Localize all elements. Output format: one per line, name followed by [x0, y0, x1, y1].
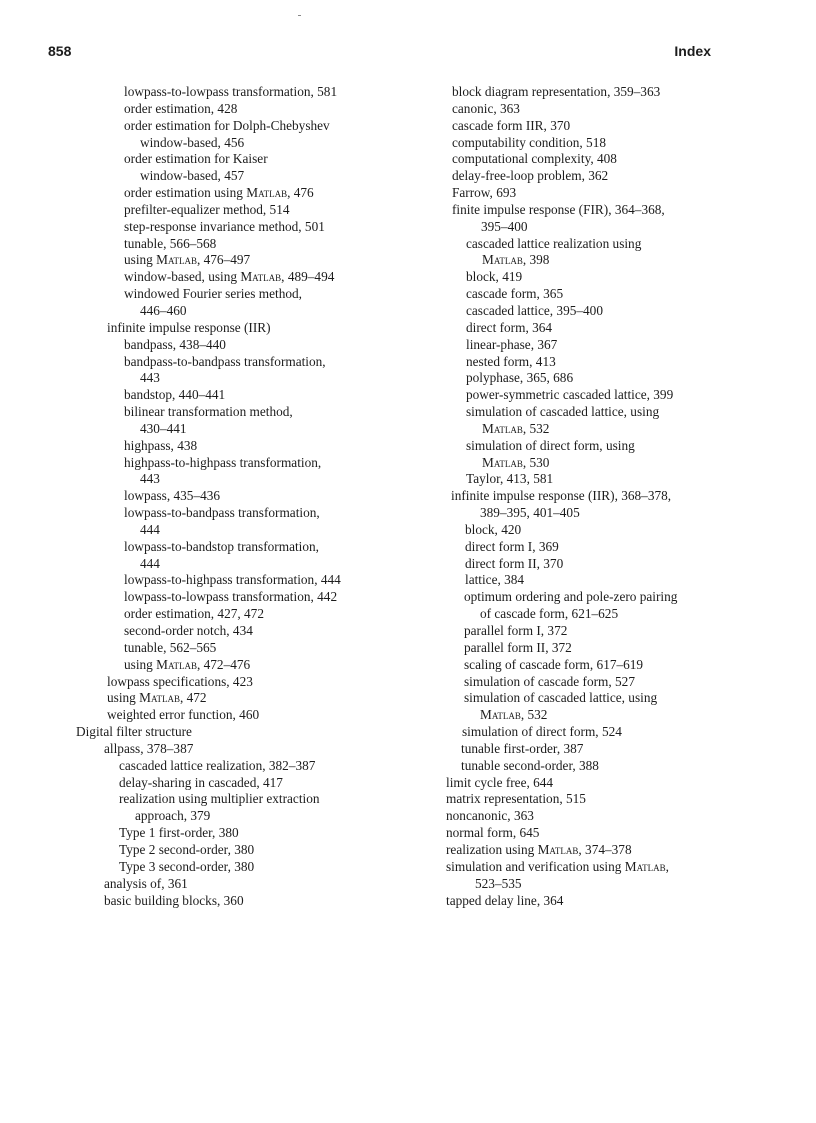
- index-entry: [465, 572, 780, 589]
- index-entry-text: Matlab, 532: [480, 707, 548, 723]
- index-entry: [466, 471, 780, 488]
- index-entry-text: highpass-to-highpass transformation,: [124, 454, 322, 470]
- index-entry-text: polyphase, 365, 686: [466, 370, 574, 386]
- index-entry-text: simulation of cascade form, 527: [464, 673, 635, 689]
- index-entry-text: bandpass-to-bandpass transformation,: [124, 353, 326, 369]
- index-entry-text: direct form II, 370: [465, 555, 564, 571]
- index-entry-text: 444: [140, 521, 160, 537]
- index-entry-text: canonic, 363: [452, 100, 520, 116]
- index-entry-text: of cascade form, 621–625: [480, 606, 619, 622]
- index-entry-text: Farrow, 693: [452, 185, 517, 201]
- index-entry-text: 443: [140, 471, 160, 487]
- index-entry-text: Matlab, 530: [482, 454, 550, 470]
- index-entry-text: optimum ordering and pole-zero pairing: [464, 589, 678, 605]
- index-entry-text: delay-sharing in cascaded, 417: [119, 774, 283, 790]
- index-entry-text: cascaded lattice, 395–400: [466, 302, 603, 318]
- index-entry-text: Taylor, 413, 581: [466, 471, 554, 487]
- index-entry: [452, 168, 780, 185]
- index-entry-text: lattice, 384: [465, 572, 525, 588]
- index-entry-text: direct form I, 369: [465, 538, 559, 554]
- index-entry: [464, 690, 780, 707]
- index-entry: [482, 421, 780, 438]
- index-entry-text: parallel form II, 372: [464, 639, 572, 655]
- index-entry-text: cascaded lattice realization using: [466, 235, 642, 251]
- index-entry: [466, 438, 780, 455]
- index-entry-text: Type 1 first-order, 380: [119, 825, 239, 841]
- index-entry-text: bandpass, 438–440: [124, 336, 226, 352]
- index-entry-text: lowpass-to-bandstop transformation,: [124, 538, 319, 554]
- index-entry-text: tunable, 566–568: [124, 235, 217, 251]
- index-entry: [452, 185, 780, 202]
- running-head: Index: [674, 43, 711, 59]
- index-entry-text: window-based, 456: [140, 134, 245, 150]
- index-entry-text: cascade form IIR, 370: [452, 117, 571, 133]
- index-entry-text: lowpass-to-lowpass transformation, 442: [124, 589, 338, 605]
- index-entry: [446, 893, 780, 910]
- index-entry: [466, 387, 780, 404]
- index-entry-text: block, 419: [466, 269, 523, 285]
- index-entry-text: finite impulse response (FIR), 364–368,: [452, 201, 665, 217]
- index-entry-text: direct form, 364: [466, 319, 553, 335]
- index-entry: [480, 707, 780, 724]
- index-entry: [446, 775, 780, 792]
- index-entry-text: order estimation for Kaiser: [124, 151, 268, 167]
- index-entry-text: cascaded lattice realization, 382–387: [119, 757, 316, 773]
- index-entry: [464, 657, 780, 674]
- index-entry-text: prefilter-equalizer method, 514: [124, 201, 290, 217]
- index-entry-text: windowed Fourier series method,: [124, 286, 302, 302]
- index-entry-text: noncanonic, 363: [446, 808, 534, 824]
- index-entry-text: simulation of cascaded lattice, using: [466, 404, 660, 420]
- index-entry-text: block diagram representation, 359–363: [452, 84, 661, 99]
- index-entry: [465, 556, 780, 573]
- index-entry-text: 443: [140, 370, 160, 386]
- index-entry: [465, 522, 780, 539]
- index-entry: [446, 825, 780, 842]
- index-entry: [482, 455, 780, 472]
- index-entry-text: highpass, 438: [124, 437, 198, 453]
- index-entry: [452, 84, 780, 101]
- index-entry: [464, 589, 780, 606]
- index-entry-text: using Matlab, 476–497: [124, 252, 251, 268]
- index-entry-text: simulation of direct form, 524: [462, 724, 622, 740]
- index-entry-text: Type 3 second-order, 380: [119, 858, 255, 874]
- index-entry-text: normal form, 645: [446, 825, 540, 841]
- index-entry-text: 446–460: [140, 302, 187, 318]
- index-entry: [462, 724, 780, 741]
- index-entry: [466, 370, 780, 387]
- index-entry: [446, 808, 780, 825]
- index-entry-text: parallel form I, 372: [464, 623, 568, 638]
- index-entry: [466, 286, 780, 303]
- index-entry-text: tapped delay line, 364: [446, 892, 564, 908]
- index-entry-text: infinite impulse response (IIR): [107, 319, 271, 335]
- index-entry-text: 444: [140, 555, 160, 571]
- index-entry: [446, 842, 780, 859]
- index-entry-text: 523–535: [475, 875, 522, 891]
- index-entry: [481, 219, 780, 236]
- index-entry: [452, 101, 780, 118]
- index-entry-text: matrix representation, 515: [446, 791, 586, 807]
- index-entry-text: nested form, 413: [466, 353, 556, 369]
- index-entry-text: power-symmetric cascaded lattice, 399: [466, 387, 674, 403]
- index-entry-text: 430–441: [140, 420, 187, 436]
- index-entry-text: step-response invariance method, 501: [124, 218, 325, 234]
- index-entry: [466, 320, 780, 337]
- scan-speck: [298, 15, 301, 16]
- index-entry: [452, 151, 780, 168]
- index-entry-text: second-order notch, 434: [124, 623, 253, 638]
- index-entry-text: realization using multiplier extraction: [119, 791, 320, 807]
- index-entry: [482, 252, 780, 269]
- index-entry: [464, 640, 780, 657]
- index-entry-text: using Matlab, 472: [107, 690, 207, 706]
- index-entry-text: tunable first-order, 387: [461, 740, 584, 756]
- index-entry-text: limit cycle free, 644: [446, 774, 554, 790]
- index-entry-text: bilinear transformation method,: [124, 404, 293, 420]
- index-entry-text: order estimation for Dolph-Chebyshev: [124, 117, 330, 133]
- index-entry-text: window-based, 457: [140, 168, 245, 184]
- index-entry: [452, 118, 780, 135]
- index-entry-text: lowpass specifications, 423: [107, 673, 253, 689]
- index-entry-text: Type 2 second-order, 380: [119, 841, 255, 857]
- index-entry: [480, 606, 780, 623]
- index-column-right: [0, 84, 780, 909]
- index-entry-text: tunable second-order, 388: [461, 757, 599, 773]
- index-entry-text: weighted error function, 460: [107, 707, 260, 723]
- index-entry: [446, 859, 780, 876]
- index-entry-text: lowpass-to-lowpass transformation, 581: [124, 84, 338, 99]
- index-entry: [466, 236, 780, 253]
- index-entry-text: order estimation, 428: [124, 100, 238, 116]
- index-entry-text: realization using Matlab, 374–378: [446, 841, 632, 857]
- page-number: 858: [48, 43, 72, 59]
- index-entry: [452, 202, 780, 219]
- index-entry-text: linear-phase, 367: [466, 336, 558, 352]
- index-entry-text: tunable, 562–565: [124, 639, 217, 655]
- index-entry-text: lowpass, 435–436: [124, 488, 221, 504]
- index-entry: [466, 337, 780, 354]
- index-entry: [464, 674, 780, 691]
- index-entry: [446, 791, 780, 808]
- index-entry-text: simulation of cascaded lattice, using: [464, 690, 658, 706]
- index-entry-text: Digital filter structure: [76, 724, 192, 740]
- index-entry: [466, 404, 780, 421]
- index-entry-text: block, 420: [465, 521, 522, 537]
- index-entry-text: analysis of, 361: [104, 875, 188, 891]
- index-entry-text: simulation and verification using Matlab,: [446, 858, 669, 874]
- index-entry: [475, 876, 780, 893]
- index-entry-text: window-based, using Matlab, 489–494: [124, 269, 335, 285]
- index-entry-text: infinite impulse response (IIR), 368–378,: [451, 488, 672, 504]
- index-entry-text: approach, 379: [135, 808, 211, 824]
- index-entry: [461, 758, 780, 775]
- index-entry: [480, 505, 780, 522]
- index-entry-text: basic building blocks, 360: [104, 892, 244, 908]
- index-entry: [466, 303, 780, 320]
- index-entry-text: allpass, 378–387: [104, 740, 194, 756]
- index-entry: [466, 354, 780, 371]
- index-entry: [464, 623, 780, 640]
- index-entry-text: scaling of cascade form, 617–619: [464, 656, 644, 672]
- index-entry-text: 395–400: [481, 218, 528, 234]
- index-entry: [466, 269, 780, 286]
- index-entry: [465, 539, 780, 556]
- index-entry-text: bandstop, 440–441: [124, 387, 226, 403]
- index-entry-text: computational complexity, 408: [452, 151, 617, 167]
- index-entry-text: order estimation using Matlab, 476: [124, 185, 314, 201]
- index-entry-text: Matlab, 398: [482, 252, 550, 268]
- index-entry-text: simulation of direct form, using: [466, 437, 635, 453]
- index-entry-text: order estimation, 427, 472: [124, 606, 264, 622]
- index-entry-text: 389–395, 401–405: [480, 505, 580, 521]
- index-entry: [452, 135, 780, 152]
- index-entry-text: using Matlab, 472–476: [124, 656, 251, 672]
- index-entry-text: lowpass-to-highpass transformation, 444: [124, 572, 341, 588]
- index-entry-text: computability condition, 518: [452, 134, 607, 150]
- index-entry-text: Matlab, 532: [482, 420, 550, 436]
- index-entry-text: cascade form, 365: [466, 286, 564, 302]
- index-entry: [451, 488, 780, 505]
- index-entry: [461, 741, 780, 758]
- index-entry-text: lowpass-to-bandpass transformation,: [124, 505, 320, 521]
- index-entry-text: delay-free-loop problem, 362: [452, 168, 609, 184]
